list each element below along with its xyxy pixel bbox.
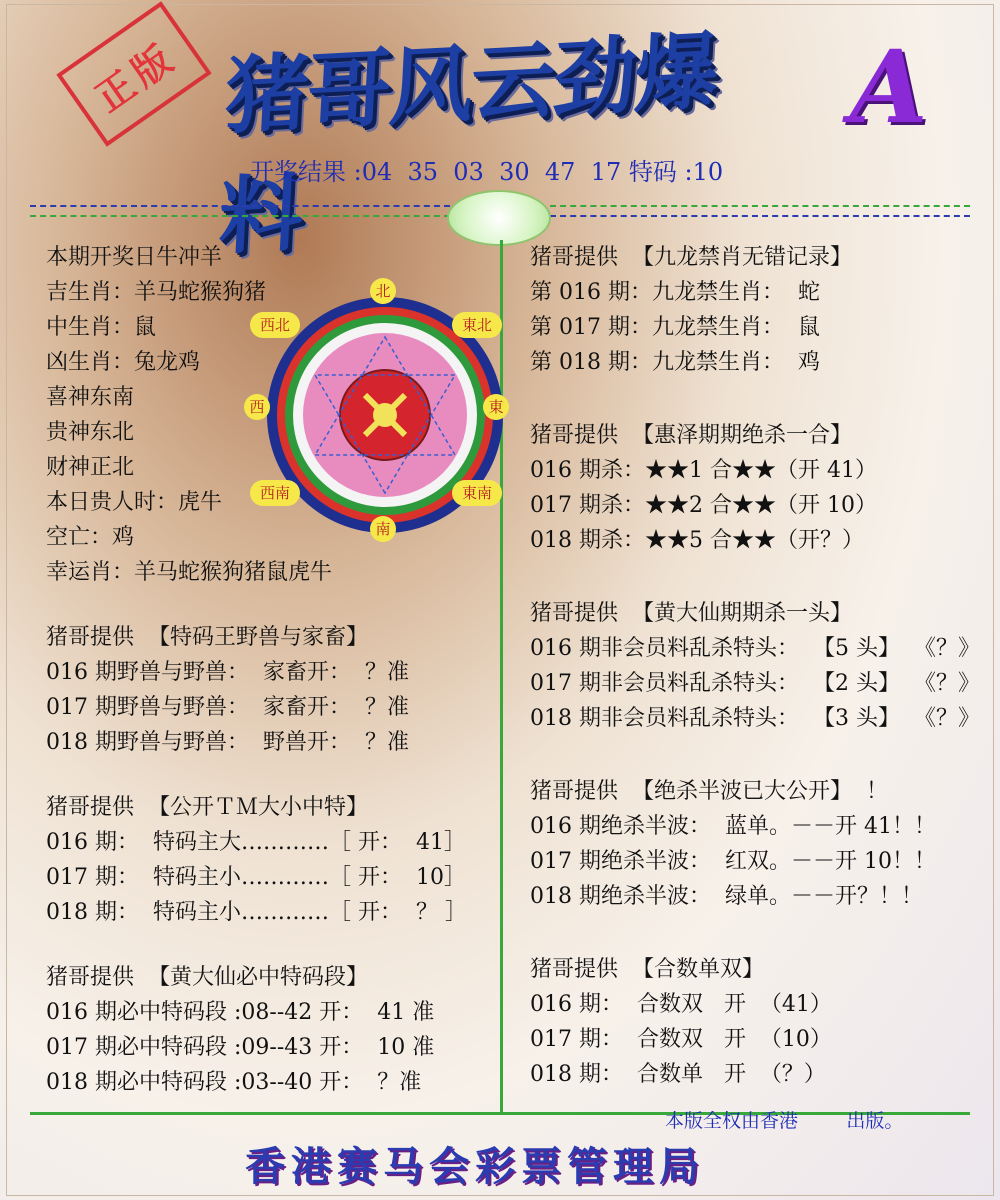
section-line: 017 期野兽与野兽： 家畜开： ？准 — [46, 695, 409, 720]
wheel-direction-southeast: 東南 — [452, 480, 502, 506]
section-line: 017 期必中特码段 :09--43 开： 10 准 — [46, 1035, 435, 1060]
section-half-wave — [530, 774, 990, 914]
wheel-direction-east: 東 — [483, 394, 509, 420]
section-title: 猪哥提供 【公开ＴＭ大小中特】 — [46, 795, 368, 820]
footer-organization: 香港赛马会彩票管理局 — [245, 1144, 705, 1190]
draw-result: 开奖结果 :04 35 03 30 47 17 特码 :10 — [250, 158, 724, 186]
wheel-direction-south: 南 — [370, 516, 396, 542]
info-line: 本日贵人时：虎牛 — [46, 490, 223, 515]
section-title: 猪哥提供 【特码王野兽与家畜】 — [46, 625, 368, 650]
copyright-note: 本版全权由香港 出版。 — [665, 1110, 904, 1132]
section-kill-one-head — [530, 596, 990, 736]
wheel-direction-north: 北 — [370, 278, 396, 304]
section-line: 018 期： 合数单 开 （？） — [530, 1062, 826, 1087]
section-title: 猪哥提供 【合数单双】 — [530, 957, 764, 982]
section-title: 猪哥提供 【黄大仙必中特码段】 — [46, 965, 368, 990]
section-line: 016 期野兽与野兽： 家畜开： ？准 — [46, 660, 409, 685]
section-kill-one-sum — [530, 418, 990, 558]
section-sum-odd-even — [530, 952, 990, 1092]
wheel-direction-northwest: 西北 — [250, 312, 300, 338]
info-line: 幸运肖：羊马蛇猴狗猪鼠虎牛 — [46, 560, 333, 585]
section-title: 猪哥提供 【惠泽期期绝杀一合】 — [530, 423, 852, 448]
section-line: 第 016 期：九龙禁生肖： 蛇 — [530, 280, 820, 305]
wheel-direction-southwest: 西南 — [250, 480, 300, 506]
section-line: 017 期： 合数双 开 （10） — [530, 1027, 832, 1052]
info-line: 喜神东南 — [46, 385, 135, 410]
section-line: 016 期必中特码段 :08--42 开： 41 准 — [46, 1000, 435, 1025]
edition-badge: A — [850, 28, 928, 146]
section-line: 第 017 期：九龙禁生肖： 鼠 — [530, 315, 820, 340]
section-line: 018 期杀：★★5 合★★（开？） — [530, 528, 864, 553]
section-line: 017 期： 特码主小…………［ 开： 10］ — [46, 865, 466, 890]
section-line: 016 期杀：★★1 合★★（开 41） — [530, 458, 877, 483]
info-line: 财神正北 — [46, 455, 135, 480]
section-line: 016 期： 合数双 开 （41） — [530, 992, 832, 1017]
section-line: 016 期： 特码主大…………［ 开： 41］ — [46, 830, 466, 855]
section-line: 018 期绝杀半波： 绿单。－－开？！！ — [530, 884, 923, 909]
info-line: 中生肖：鼠 — [46, 315, 157, 340]
info-line: 贵神东北 — [46, 420, 135, 445]
section-number-range — [46, 960, 496, 1100]
section-line: 017 期绝杀半波： 红双。－－开 10！！ — [530, 849, 936, 874]
wheel-direction-northeast: 東北 — [452, 312, 502, 338]
info-line: 空亡：鸡 — [46, 525, 135, 550]
section-line: 018 期必中特码段 :03--40 开： ？准 — [46, 1070, 422, 1095]
section-title: 猪哥提供 【黄大仙期期杀一头】 — [530, 601, 852, 626]
right-column — [530, 240, 990, 1092]
stamp-text: 正版 — [87, 33, 185, 121]
info-line: 凶生肖：兔龙鸡 — [46, 350, 201, 375]
section-line: 018 期野兽与野兽： 野兽开： ？准 — [46, 730, 409, 755]
wave-divider-left — [30, 205, 450, 217]
wheel-direction-west: 西 — [244, 394, 270, 420]
section-line: 第 018 期：九龙禁生肖： 鸡 — [530, 350, 820, 375]
bagua-emblem-icon — [447, 190, 551, 246]
section-line: 018 期非会员料乱杀特头： 【3 头】 《？》 — [530, 706, 980, 731]
wave-divider-right — [550, 205, 970, 217]
section-line: 016 期非会员料乱杀特头： 【5 头】 《？》 — [530, 636, 980, 661]
section-line: 017 期杀：★★2 合★★（开 10） — [530, 493, 877, 518]
section-line: 017 期非会员料乱杀特头： 【2 头】 《？》 — [530, 671, 980, 696]
info-line: 本期开奖日牛冲羊 — [46, 245, 223, 270]
section-title: 猪哥提供 【绝杀半波已大公开】 ！ — [530, 779, 888, 804]
info-line: 吉生肖：羊马蛇猴狗猪 — [46, 280, 267, 305]
section-big-small — [46, 790, 496, 930]
section-wild-vs-domestic — [46, 620, 496, 760]
section-line: 016 期绝杀半波： 蓝单。－－开 41！！ — [530, 814, 936, 839]
section-title: 猪哥提供 【九龙禁肖无错记录】 — [530, 245, 852, 270]
section-nine-dragons — [530, 240, 990, 380]
page-title: 猪哥风云劲爆料 — [216, 21, 720, 267]
section-line: 018 期： 特码主小…………［ 开： ？ ］ — [46, 900, 467, 925]
